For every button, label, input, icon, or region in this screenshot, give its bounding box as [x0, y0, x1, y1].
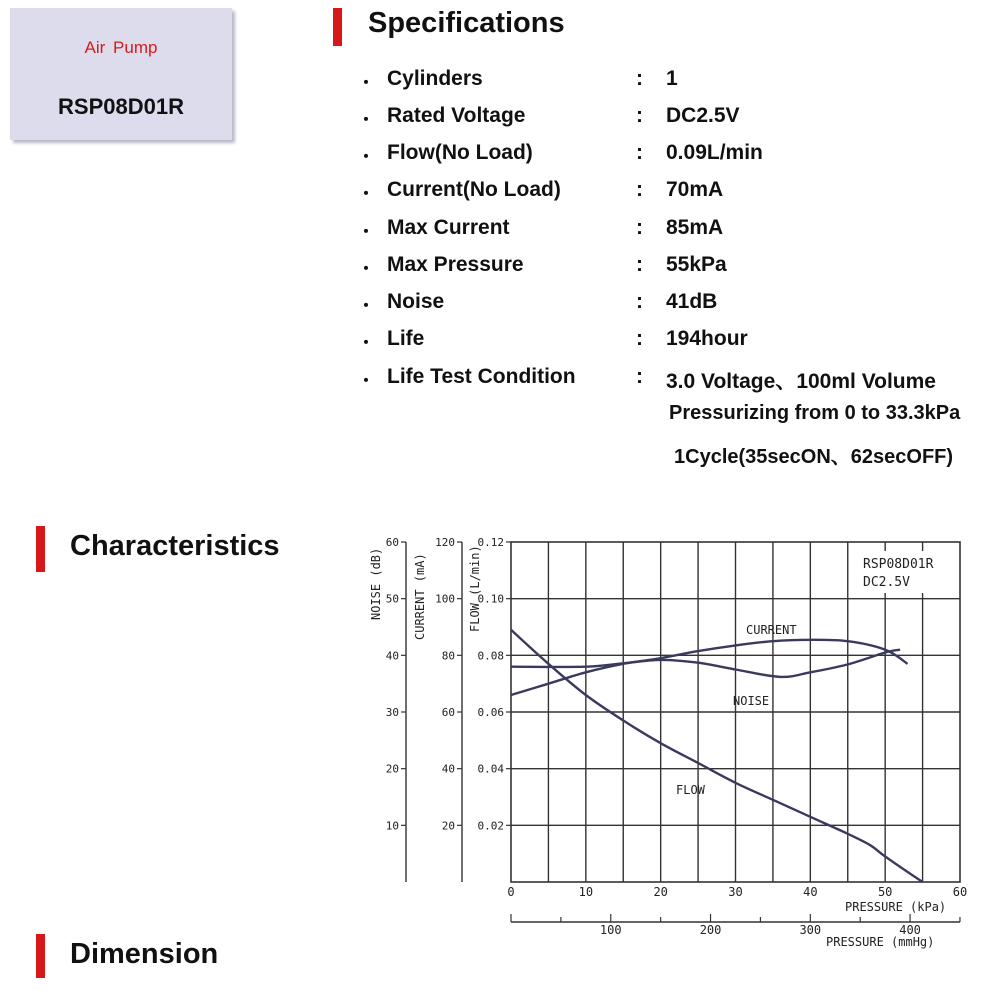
x-tick-label: 60 — [952, 885, 968, 899]
y-tick-label: 100 — [435, 592, 455, 606]
spec-bullet: ・ — [357, 296, 375, 316]
spec-value-continuation: Pressurizing from 0 to 33.3kPa — [669, 402, 961, 424]
x2-tick-label: 100 — [599, 923, 622, 937]
x2-tick-label: 400 — [899, 923, 921, 937]
y-tick-label: 20 — [385, 762, 399, 776]
spec-value-continuation: 1Cycle(35secON、62secOFF) — [674, 446, 954, 468]
y-tick-label: 20 — [441, 819, 455, 833]
spec-bullet: ・ — [357, 184, 375, 204]
spec-bullet: ・ — [357, 73, 375, 93]
y-tick-label: 0.06 — [477, 706, 504, 719]
spec-colon: : — [636, 104, 643, 127]
legend-model: RSP08D01R — [863, 557, 934, 572]
spec-colon: : — [636, 290, 643, 313]
dimension-title: Dimension — [70, 938, 219, 970]
x-tick-label: 0 — [507, 885, 515, 899]
y-tick-label: 0.08 — [477, 649, 504, 663]
spec-label: Noise — [387, 290, 445, 313]
spec-value: 85mA — [666, 216, 724, 239]
x-tick-label: 10 — [578, 885, 594, 899]
spec-bullet: ・ — [357, 222, 375, 242]
spec-bullet: ・ — [357, 333, 375, 353]
y-tick-label: 10 — [385, 819, 399, 833]
x-tick-label: 30 — [728, 885, 743, 899]
y-tick-label: 0.04 — [477, 762, 504, 776]
y-tick-label: 40 — [441, 762, 455, 776]
x2-axis-label: PRESSURE (mmHg) — [826, 935, 935, 949]
y-axis-label-flow: FLOW (L/min) — [468, 545, 482, 632]
y-axis-label-current: CURRENT (mA) — [413, 553, 427, 640]
spec-value: 70mA — [666, 178, 724, 201]
y-tick-label: 120 — [435, 536, 455, 549]
spec-value: 1 — [666, 67, 678, 90]
spec-bullet: ・ — [357, 371, 375, 391]
x-tick-label: 40 — [803, 885, 818, 899]
y-tick-label: 0.12 — [477, 536, 504, 549]
spec-colon: : — [636, 67, 643, 90]
spec-label: Life Test Condition — [387, 365, 576, 388]
spec-value: 0.09L/min — [666, 141, 763, 164]
spec-value: 194hour — [666, 327, 748, 350]
x-axis-label: PRESSURE (kPa) — [845, 900, 947, 914]
spec-value: 41dB — [666, 290, 718, 313]
series-label-current: CURRENT — [746, 623, 797, 637]
specifications-title: Specifications — [368, 7, 565, 39]
series-label-noise: NOISE — [733, 694, 770, 708]
spec-colon: : — [636, 178, 643, 201]
x2-tick-label: 200 — [699, 923, 722, 937]
spec-label: Max Pressure — [387, 253, 524, 276]
chart-series — [511, 630, 923, 882]
spec-label: Current(No Load) — [387, 178, 561, 201]
spec-label: Rated Voltage — [387, 104, 526, 127]
spec-value: 3.0 Voltage、100ml Volume — [666, 370, 936, 393]
spec-label: Life — [387, 327, 425, 350]
spec-colon: : — [636, 216, 643, 239]
product-model: RSP08D01R — [58, 94, 184, 119]
spec-bullet: ・ — [357, 259, 375, 279]
legend-voltage: DC2.5V — [863, 575, 910, 590]
y-tick-label: 60 — [385, 536, 399, 549]
spec-value: DC2.5V — [666, 104, 740, 127]
y-tick-label: 0.10 — [477, 592, 504, 606]
chart-grid — [511, 542, 960, 882]
y-tick-label: 80 — [441, 649, 455, 663]
spec-bullet: ・ — [357, 110, 375, 130]
spec-colon: : — [636, 253, 643, 276]
characteristics-title: Characteristics — [70, 530, 280, 562]
x-tick-label: 50 — [877, 885, 893, 899]
spec-value: 55kPa — [666, 253, 727, 276]
spec-label: Max Current — [387, 216, 510, 239]
y-tick-label: 60 — [441, 706, 455, 719]
spec-colon: : — [636, 327, 643, 350]
y-axis-label-noise: NOISE (dB) — [369, 547, 383, 620]
spec-label: Flow(No Load) — [387, 141, 533, 164]
product-type: Air Pump — [84, 38, 158, 57]
x2-tick-label: 300 — [799, 923, 822, 937]
spec-bullet: ・ — [357, 147, 375, 167]
series-label-flow: FLOW — [676, 783, 705, 797]
y-tick-label: 0.02 — [477, 819, 504, 833]
y-tick-label: 40 — [385, 649, 399, 663]
spec-colon: : — [636, 141, 643, 164]
spec-label: Cylinders — [387, 67, 483, 90]
x-tick-label: 20 — [653, 885, 668, 899]
y-tick-label: 30 — [385, 706, 399, 719]
spec-colon: : — [636, 365, 643, 388]
noise-curve — [511, 650, 900, 677]
y-tick-label: 50 — [385, 592, 399, 606]
